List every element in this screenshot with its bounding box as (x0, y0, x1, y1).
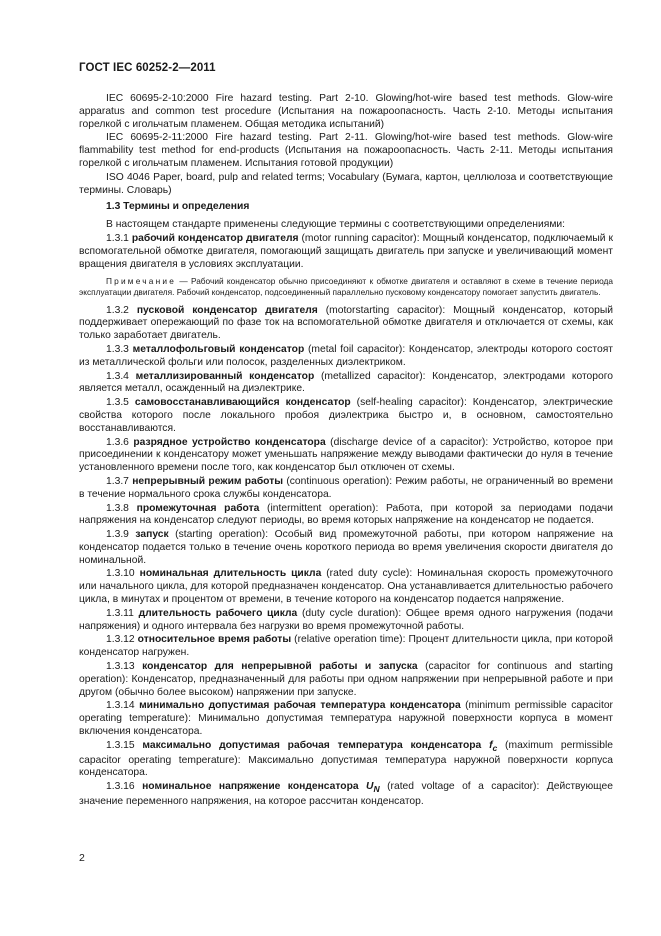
term-1-3-10: 1.3.10 номинальная длительность цикла (rated duty cycle): Номинальная скорость промежуточного или начального цикла, для которой предназначен конденсатор. Она устанавливается длительностью рабочего цикла, в минутах и процентом от времени, в течение которого на конденсатор подается напряжение. (79, 568, 613, 606)
term-1-3-3: 1.3.3 металлофольговый конденсатор (metal foil capacitor): Конденсатор, электроды которого состоят из металлической фольги или полосок, разделенных диэлектриком. (79, 343, 613, 368)
page-number: 2 (79, 852, 85, 864)
term-1-3-12: 1.3.12 относительное время работы (relative operation time): Процент длительности цикла, при которой конденсатор нагружен. (79, 634, 613, 659)
note-text: Рабочий конденсатор обычно присоединяют к обмотке двигателя и оставляют в схеме в течение периода эксплуатации двигателя. Рабочий конденсатор, подсоединенный параллельно пусковому конденсатору помогает запустить двигатель. (79, 276, 613, 297)
reference-iso-4046: ISO 4046 Paper, board, pulp and related terms; Vocabulary (Бумага, картон, целлюлоза и соответствующие термины. Словарь) (79, 171, 613, 196)
term-1-3-15: 1.3.15 максимально допустимая рабочая температура конденсатора $f_c$ (maximum permissible capacitor operating temperature): Максимально допустимая температура наружной поверхности корпуса конденсатора. (79, 739, 613, 779)
term-1-3-7: 1.3.7 непрерывный режим работы (continuous operation): Режим работы, не ограниченный во времени в течение нормального срока службы конденсатора. (79, 475, 613, 500)
term-1-3-4: 1.3.4 металлизированный конденсатор (metallized capacitor): Конденсатор, электродами которого является металл, осажденный на диэлектрике. (79, 370, 613, 395)
document-header-title: ГОСТ IEC 60252-2—2011 (79, 62, 216, 74)
section-heading: 1.3 Термины и определения (106, 201, 250, 213)
term-1-3-1: 1.3.1 рабочий конденсатор двигателя (motor running capacitor): Мощный конденсатор, подключаемый к вспомогательной обмотке двигателя, помогающий защищать двигатель при запуске и увеличивающий момент вращения двигателя в условиях эксплуатации. (79, 232, 613, 270)
term-1-3-9: 1.3.9 запуск (starting operation): Особый вид промежуточной работы, при котором напряжение на конденсатор подается только в течение очень короткого периода во время увеличения скорости двигателя до номинальной. (79, 529, 613, 566)
term-1-3-16: 1.3.16 номинальное напряжение конденсатора $U_N$ (rated voltage of a capacitor): Действующее значение переменного напряжения, на которое рассчитан конденсатор. (79, 781, 613, 808)
symbol-un: U (366, 781, 374, 793)
term-1-3-11: 1.3.11 длительность рабочего цикла (duty cycle duration): Общее время одного нагружения (подачи напряжения) и одного интервала без нагрузки во время промежуточной работы. (79, 607, 613, 632)
term-1-3-5: 1.3.5 самовосстанавливающийся конденсатор (self-healing capacitor): Конденсатор, электрические свойства которого после локального пробоя диэлектрика быстро и, в основном, самостоятельно восстанавливаются. (79, 397, 613, 434)
term-1-3-2: 1.3.2 пусковой конденсатор двигателя (motorstarting capacitor): Мощный конденсатор, который поддерживает опережающий по фазе ток на вспомогательной обмотке двигателя и отключается от схемы, как только заработает двигатель. (79, 304, 613, 342)
note: Примечание — Рабочий конденсатор обычно присоединяют к обмотке двигателя и оставляют в схеме в течение периода эксплуатации двигателя. Рабочий конденсатор, подсоединенный параллельно пусковому конденсатору помогает запустить двигатель. (79, 276, 613, 297)
term-1-3-14: 1.3.14 минимально допустимая рабочая температура конденсатора (minimum permissible capacitor operating temperature): Минимально допустимая температура наружной поверхности корпуса в момент включения конденсатора. (79, 700, 613, 738)
document-body (79, 93, 613, 810)
reference-iec-60695-2-11: IEC 60695-2-11:2000 Fire hazard testing. Part 2-11. Glowing/hot-wire based test methods. Glow-wire flammability test method for end-products (Испытания на пожароопасность. Часть 2-11. Методы испытания горелкой с игольчатым пламенем. Испытания готовой продукции) (79, 132, 613, 169)
term-1-3-8: 1.3.8 промежуточная работа (intermittent operation): Работа, при которой за периодами подачи напряжения на конденсатор следуют периоды, во время которых напряжение на конденсатор не подается. (79, 502, 613, 527)
term-1-3-13: 1.3.13 конденсатор для непрерывной работы и запуска (capacitor for continuous and starting operation): Конденсатор, предназначенный для работы при одном напряжении при непрерывной работе и при другом (обычно более высоком) напряжении при запуске. (79, 661, 613, 698)
note-label: Примечание (106, 276, 177, 287)
term-1-3-6: 1.3.6 разрядное устройство конденсатора (discharge device of a capacitor): Устройство, которое при присоединении к конденсатору может уменьшать напряжение между выводами фактически до нуля в течение установленного времени после того, как конденсатор был отключен от схемы. (79, 436, 613, 474)
symbol-fc: f (489, 739, 493, 751)
section-intro: В настоящем стандарте применены следующие термины с соответствующими определениями: (106, 219, 566, 231)
reference-iec-60695-2-10: IEC 60695-2-10:2000 Fire hazard testing. Part 2-10. Glowing/hot-wire based test methods. Glow-wire apparatus and common test procedure (Испытания на пожароопасность. Часть 2-10. Методы испытания горелкой с игольчатым пламенем. Общая методика испытаний) (79, 93, 613, 130)
